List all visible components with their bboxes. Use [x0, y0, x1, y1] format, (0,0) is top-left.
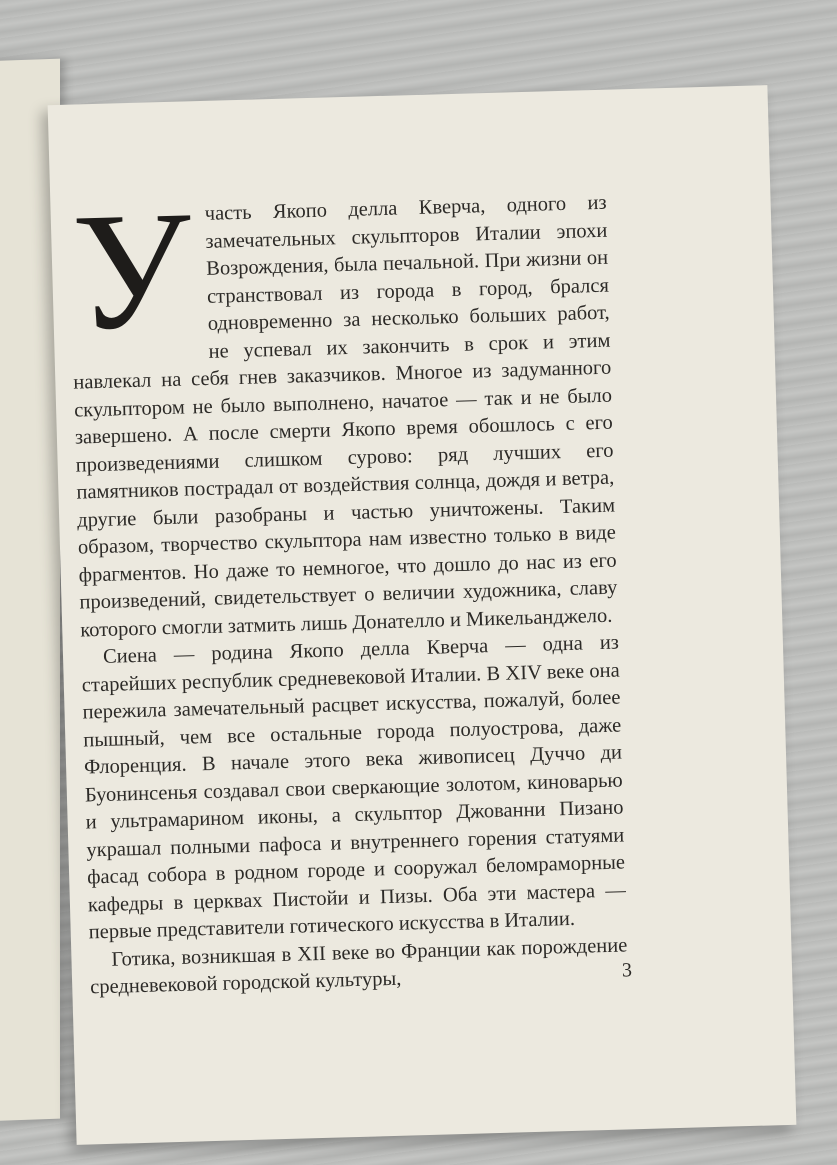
- paragraph-1: часть Якопо делла Кверча, одного из замечательных скульпторов Италии эпохи Возрождения, была печальной. При жизни он странствовал из города в город, брался одновременно за несколько больших работ, не успевал их закончить в срок и этим навлекал на себя гнев заказчиков. Многое из задуманного скульптором не было выполнено, начатое — так и не было завершено. А после смерти Якопо время обошлось с его произведениями слишком сурово: ряд лучших его памятников пострадал от воздействия солнца, дождя и ветра, другие были разобраны и частью уничтожены. Таким образом, творчество скульптора нам известно только в виде фрагментов. Но даже то немногое, что дошло до нас из его произведений, свидетельствует о величии художника, славу которого смогли затмить лишь Донателло и Микельанджело.: [73, 191, 618, 642]
- paragraph-2: Сиена — родина Якопо делла Кверча — одна из старейших республик средневековой Италии. В XIV веке она пережила замечательный расцвет искусства, пожалуй, более пышный, чем все остальные города полуострова, даже Флоренция. В начале этого века живописец Дуччо ди Буонинсенья создавал свои сверкающие золотом, киноварью и ультрамарином иконы, а скульптор Джованни Пизано украшал полными пафоса и внутреннего горения статуями фасад собора в родном городе и сооружал беломраморные кафедры в церквах Пистойи и Пизы. Оба эти мастера — первые представители готического искусства в Италии.: [81, 631, 627, 944]
- body-text: [68, 176, 628, 1002]
- drop-cap: У: [70, 176, 195, 366]
- paragraph-3: Готика, возникшая в XII веке во Франции как порождение средневековой городской культуры,: [89, 933, 628, 999]
- page-number: 3: [621, 959, 633, 982]
- book-page: [48, 85, 797, 1145]
